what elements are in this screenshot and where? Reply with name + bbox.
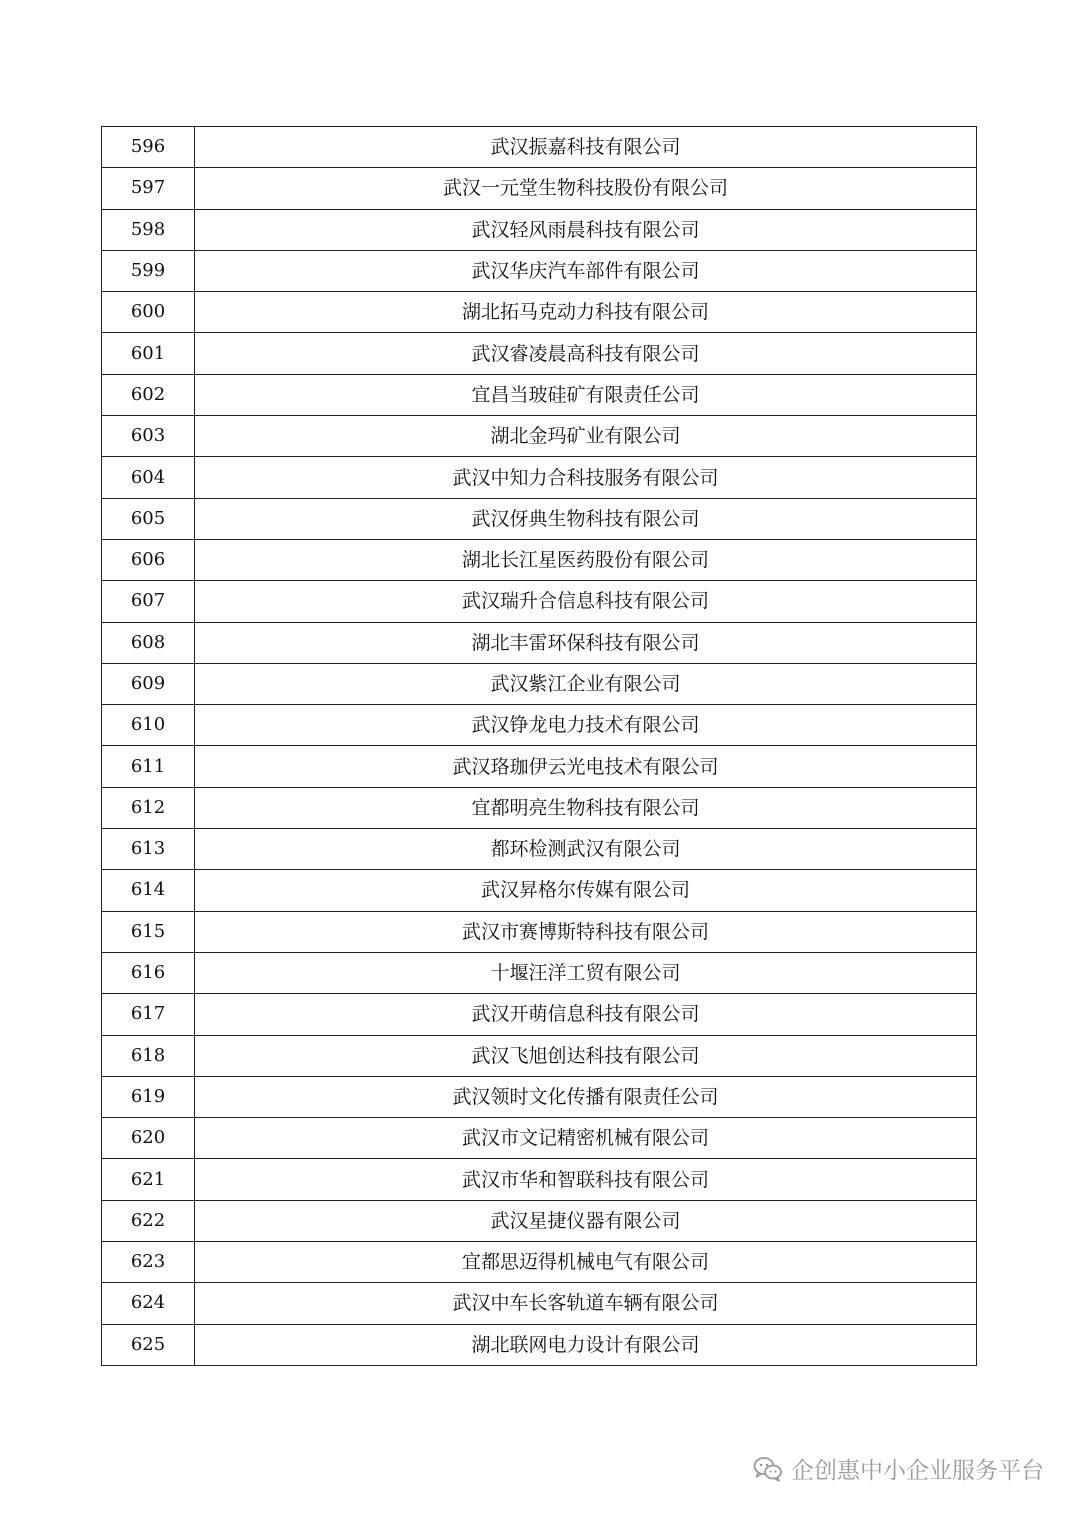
row-number-cell: 602	[102, 374, 195, 415]
row-number-cell: 616	[102, 952, 195, 993]
company-name-cell: 湖北长江星医药股份有限公司	[195, 539, 977, 580]
row-number-cell: 596	[102, 127, 195, 168]
row-number-cell: 625	[102, 1324, 195, 1365]
row-number-cell: 600	[102, 292, 195, 333]
company-name-cell: 湖北丰雷环保科技有限公司	[195, 622, 977, 663]
table-row	[102, 457, 977, 498]
company-name-cell: 宜都思迈得机械电气有限公司	[195, 1242, 977, 1283]
company-name-cell: 湖北金玛矿业有限公司	[195, 416, 977, 457]
wechat-icon	[753, 1456, 783, 1482]
row-number-cell: 623	[102, 1242, 195, 1283]
company-name-cell: 武汉昇格尔传媒有限公司	[195, 870, 977, 911]
table-row	[102, 663, 977, 704]
company-name-cell: 武汉睿凌晨高科技有限公司	[195, 333, 977, 374]
company-name-cell: 武汉开萌信息科技有限公司	[195, 994, 977, 1035]
company-name-cell: 武汉轻风雨晨科技有限公司	[195, 209, 977, 250]
table-row	[102, 911, 977, 952]
company-name-cell: 武汉星捷仪器有限公司	[195, 1200, 977, 1241]
table-row	[102, 209, 977, 250]
row-number-cell: 612	[102, 787, 195, 828]
row-number-cell: 624	[102, 1283, 195, 1324]
company-name-cell: 都环检测武汉有限公司	[195, 829, 977, 870]
company-name-cell: 武汉中车长客轨道车辆有限公司	[195, 1283, 977, 1324]
table-body	[102, 127, 977, 1366]
table-row	[102, 539, 977, 580]
company-name-cell: 武汉市文记精密机械有限公司	[195, 1118, 977, 1159]
company-name-cell: 武汉中知力合科技服务有限公司	[195, 457, 977, 498]
row-number-cell: 603	[102, 416, 195, 457]
company-name-cell: 武汉珞珈伊云光电技术有限公司	[195, 746, 977, 787]
row-number-cell: 608	[102, 622, 195, 663]
table-row	[102, 746, 977, 787]
company-name-cell: 武汉一元堂生物科技股份有限公司	[195, 168, 977, 209]
table-row	[102, 1035, 977, 1076]
table-row	[102, 787, 977, 828]
company-name-cell: 宜都明亮生物科技有限公司	[195, 787, 977, 828]
table-row	[102, 333, 977, 374]
row-number-cell: 618	[102, 1035, 195, 1076]
table-row	[102, 829, 977, 870]
table-row	[102, 870, 977, 911]
row-number-cell: 597	[102, 168, 195, 209]
table-row	[102, 127, 977, 168]
table-row	[102, 1159, 977, 1200]
company-name-cell: 湖北拓马克动力科技有限公司	[195, 292, 977, 333]
row-number-cell: 605	[102, 498, 195, 539]
row-number-cell: 599	[102, 250, 195, 291]
row-number-cell: 604	[102, 457, 195, 498]
company-name-cell: 宜昌当玻硅矿有限责任公司	[195, 374, 977, 415]
row-number-cell: 601	[102, 333, 195, 374]
company-name-cell: 武汉伢典生物科技有限公司	[195, 498, 977, 539]
row-number-cell: 614	[102, 870, 195, 911]
row-number-cell: 607	[102, 581, 195, 622]
table-row	[102, 1283, 977, 1324]
row-number-cell: 609	[102, 663, 195, 704]
company-list-table	[101, 126, 977, 1366]
row-number-cell: 611	[102, 746, 195, 787]
table-row	[102, 1324, 977, 1365]
watermark-text: 企创惠中小企业服务平台	[791, 1458, 1044, 1484]
company-name-cell: 武汉瑞升合信息科技有限公司	[195, 581, 977, 622]
table-row	[102, 581, 977, 622]
table-row	[102, 374, 977, 415]
row-number-cell: 621	[102, 1159, 195, 1200]
row-number-cell: 610	[102, 705, 195, 746]
row-number-cell: 598	[102, 209, 195, 250]
company-name-cell: 武汉飞旭创达科技有限公司	[195, 1035, 977, 1076]
company-name-cell: 武汉铮龙电力技术有限公司	[195, 705, 977, 746]
row-number-cell: 606	[102, 539, 195, 580]
row-number-cell: 619	[102, 1076, 195, 1117]
company-name-cell: 湖北联网电力设计有限公司	[195, 1324, 977, 1365]
table-row	[102, 498, 977, 539]
table-row	[102, 622, 977, 663]
table-row	[102, 1118, 977, 1159]
table-row	[102, 705, 977, 746]
table-row	[102, 1200, 977, 1241]
row-number-cell: 620	[102, 1118, 195, 1159]
company-name-cell: 武汉华庆汽车部件有限公司	[195, 250, 977, 291]
table-row	[102, 952, 977, 993]
company-name-cell: 武汉市华和智联科技有限公司	[195, 1159, 977, 1200]
table-row	[102, 250, 977, 291]
table-row	[102, 292, 977, 333]
company-name-cell: 武汉市赛博斯特科技有限公司	[195, 911, 977, 952]
table-row	[102, 1242, 977, 1283]
watermark	[753, 1452, 1044, 1485]
row-number-cell: 617	[102, 994, 195, 1035]
table-row	[102, 168, 977, 209]
table-row	[102, 994, 977, 1035]
company-name-cell: 武汉领时文化传播有限责任公司	[195, 1076, 977, 1117]
company-name-cell: 十堰汪洋工贸有限公司	[195, 952, 977, 993]
row-number-cell: 615	[102, 911, 195, 952]
row-number-cell: 613	[102, 829, 195, 870]
table-row	[102, 1076, 977, 1117]
table-row	[102, 416, 977, 457]
company-name-cell: 武汉振嘉科技有限公司	[195, 127, 977, 168]
company-name-cell: 武汉紫江企业有限公司	[195, 663, 977, 704]
row-number-cell: 622	[102, 1200, 195, 1241]
